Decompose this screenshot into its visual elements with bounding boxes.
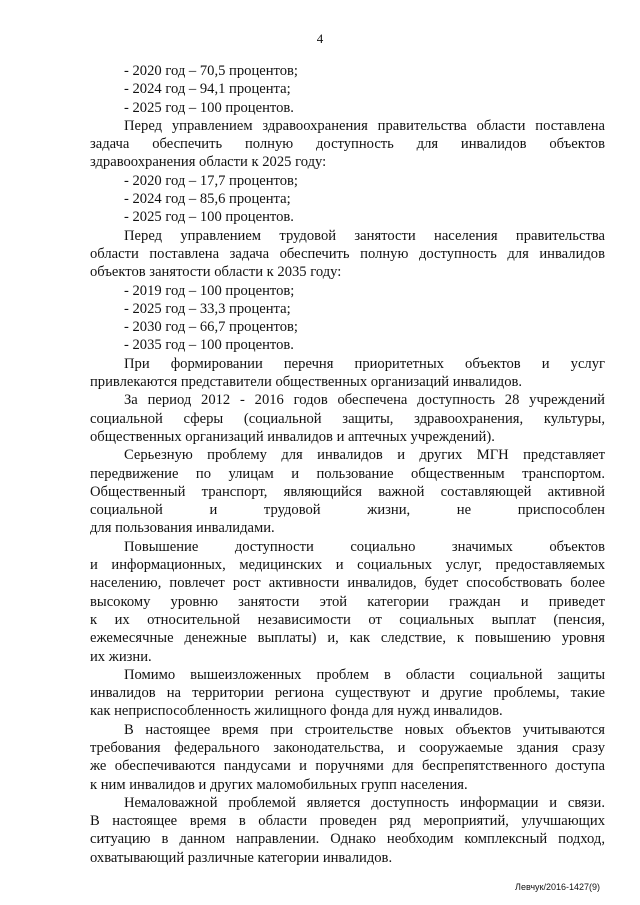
paragraph-line: к их относительной независимости от социальных выплат (пенсия, [90, 611, 605, 628]
paragraph-line: социальной и трудовой жизни, не приспособлен [90, 502, 605, 519]
paragraph-line: Перед управлением трудовой занятости населения правительства [124, 227, 605, 244]
paragraph-line: ситуацию в данном направлении. Однако необходим комплексный подход, [90, 831, 605, 848]
document-code: Левчук/2016-1427(9) [515, 882, 600, 892]
paragraph-line: требования федерального законодательства, и сооружаемые здания сразу [90, 739, 605, 756]
body-text [90, 62, 605, 867]
page-number: 4 [316, 31, 324, 46]
paragraph-line: населению, повлечет рост активности инвалидов, будет способствовать более [90, 575, 605, 592]
paragraph-line: Повышение доступности социально значимых объектов [124, 538, 605, 555]
list-item: - 2020 год – 17,7 процентов; [124, 172, 298, 189]
list-item: - 2035 год – 100 процентов. [124, 337, 294, 354]
list-item: - 2025 год – 100 процентов. [124, 209, 294, 226]
paragraph-line: Немаловажной проблемой является доступность информации и связи. [124, 794, 605, 811]
paragraph-line: здравоохранения области к 2025 году: [90, 154, 327, 171]
paragraph-line: Помимо вышеизложенных проблем в области социальной защиты [124, 666, 605, 683]
paragraph-line: охватывающий различные категории инвалидов. [90, 849, 393, 866]
paragraph-line: высокому уровню занятости этой категории граждан и приведет [90, 593, 605, 610]
list-item: - 2024 год – 94,1 процента; [124, 81, 291, 98]
paragraph-line: ежемесячные денежные выплаты) и, как следствие, к повышению уровня [90, 630, 605, 647]
paragraph-line: для пользования инвалидами. [90, 520, 275, 537]
list-item: - 2020 год – 70,5 процентов; [124, 63, 298, 79]
list-item: - 2025 год – 100 процентов. [124, 99, 294, 116]
list-item: - 2030 год – 66,7 процентов; [124, 319, 298, 336]
paragraph-line: социальной сферы (социальной защиты, здравоохранения, культуры, [90, 410, 605, 427]
paragraph-line: к ним инвалидов и других маломобильных групп населения. [90, 776, 468, 793]
paragraph-line: При формировании перечня приоритетных объектов и услуг [124, 355, 605, 372]
paragraph-line: В настоящее время в области проведен ряд мероприятий, улучшающих [90, 813, 605, 830]
paragraph-line: Серьезную проблему для инвалидов и других МГН представляет [124, 447, 605, 464]
paragraph-line: привлекаются представители общественных организаций инвалидов. [90, 374, 523, 391]
paragraph-line: задача обеспечить полную доступность для инвалидов объектов [90, 136, 605, 153]
paragraph-line: как неприспособленность жилищного фонда для нужд инвалидов. [90, 703, 503, 720]
paragraph-line: и информационных, медицинских и социальных услуг, предоставляемых [90, 557, 605, 574]
paragraph-line: передвижение по улицам и пользование общественным транспортом. [90, 465, 605, 482]
paragraph-line: их жизни. [90, 648, 152, 665]
paragraph-line: Общественный транспорт, являющийся важной составляющей активной [90, 483, 605, 500]
paragraph-line: объектов занятости области к 2035 году: [90, 264, 342, 281]
paragraph-line: области поставлена задача обеспечить полную доступность для инвалидов [90, 245, 605, 262]
paragraph-line: же обеспечиваются пандусами и поручнями для беспрепятственного доступа [90, 758, 605, 775]
paragraph-line: В настоящее время при строительстве новых объектов учитываются [124, 721, 605, 738]
paragraph-line: инвалидов на территории региона существуют и другие проблемы, такие [90, 685, 605, 702]
list-item: - 2025 год – 33,3 процента; [124, 300, 291, 317]
paragraph-line: Перед управлением здравоохранения правительства области поставлена [124, 117, 605, 134]
paragraph-line: общественных организаций инвалидов и аптечных учреждений). [90, 428, 495, 445]
paragraph-line: За период 2012 - 2016 годов обеспечена доступность 28 учреждений [124, 392, 605, 409]
list-item: - 2024 год – 85,6 процента; [124, 191, 291, 208]
list-item: - 2019 год – 100 процентов; [124, 282, 295, 299]
